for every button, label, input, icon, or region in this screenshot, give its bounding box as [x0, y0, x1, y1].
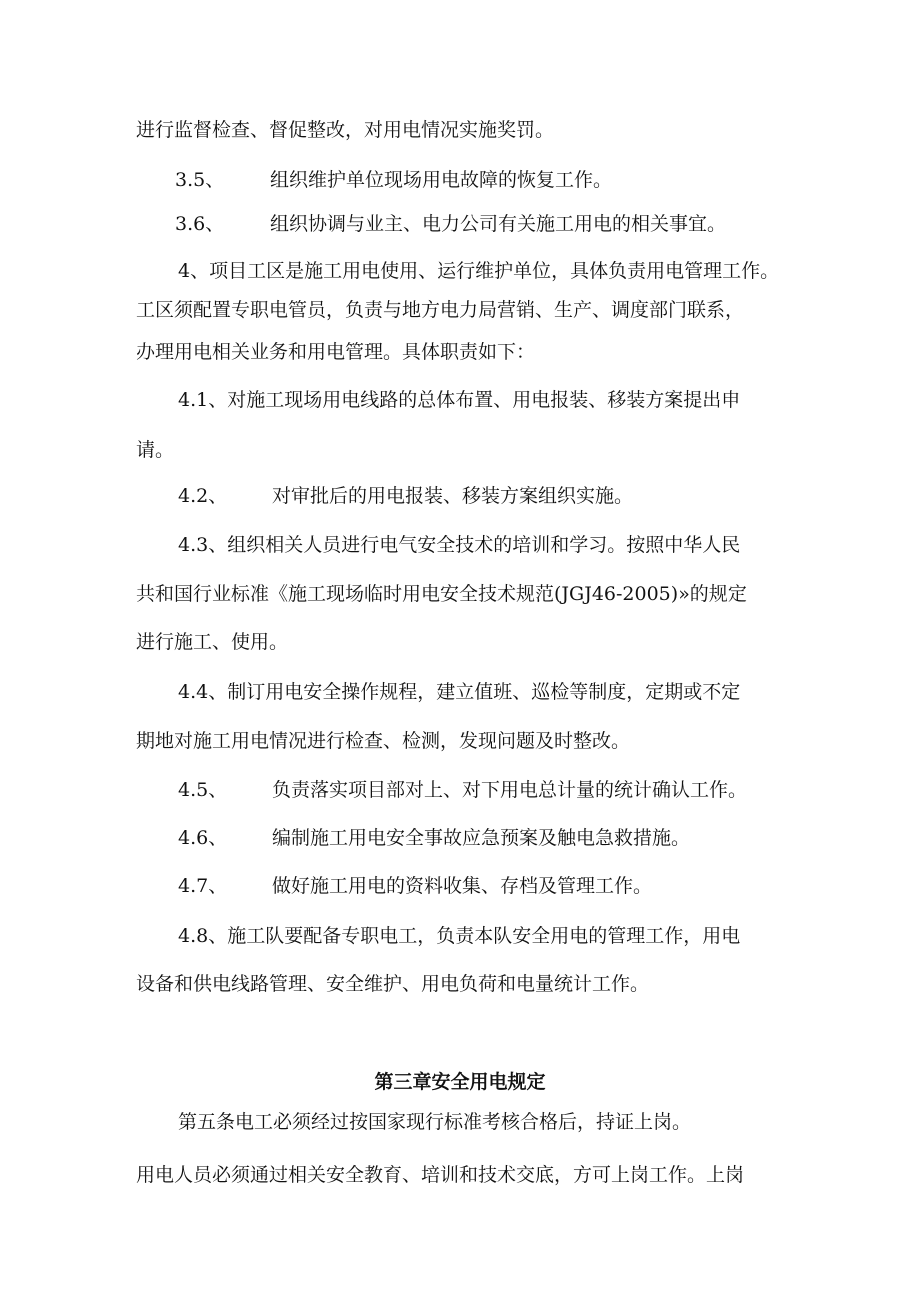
numbered-item-4-5	[0, 778, 920, 802]
text-line	[0, 438, 920, 462]
numbered-item-4-2	[0, 484, 920, 508]
line-text: 设备和供电线路管理、安全维护、用电负荷和电量统计工作。	[136, 973, 650, 995]
line-text: 4.1、对施工现场用电线路的总体布置、用电报装、移装方案提出申	[178, 389, 741, 411]
text-line	[0, 388, 920, 412]
text-line	[0, 1110, 920, 1134]
line-text: 请。	[136, 439, 175, 461]
text-line	[0, 118, 920, 142]
item-number: 4.7、	[178, 875, 228, 897]
line-text: 4.3、组织相关人员进行电气安全技术的培训和学习。按照中华人民	[178, 534, 741, 556]
line-text: 4.4、制订用电安全操作规程，建立值班、巡检等制度，定期或不定	[178, 681, 741, 703]
line-text: 用电人员必须通过相关安全教育、培训和技术交底，方可上岗工作。上岗	[136, 1164, 745, 1186]
text-line	[0, 630, 920, 654]
text-line	[0, 1163, 920, 1187]
text-line	[0, 582, 920, 606]
item-number: 4.6、	[178, 827, 228, 849]
item-number: 3.6、	[175, 213, 225, 235]
line-text: 期地对施工用电情况进行检查、检测，发现问题及时整改。	[136, 730, 631, 752]
text-line	[0, 533, 920, 557]
line-text: 共和国行业标准《施工现场临时用电安全技术规范(JGJ46-2005)»的规定	[136, 583, 747, 605]
numbered-item-3-6	[0, 212, 920, 236]
chapter-heading: 第三章安全用电规定	[374, 1071, 546, 1093]
line-text: 第五条电工必须经过按国家现行标准考核合格后，持证上岗。	[178, 1111, 692, 1133]
item-text: 做好施工用电的资料收集、存档及管理工作。	[272, 875, 653, 897]
line-text: 办理用电相关业务和用电管理。具体职责如下：	[136, 341, 536, 363]
item-number: 4.2、	[178, 485, 228, 507]
item-number: 3.5、	[175, 169, 225, 191]
text-line	[0, 340, 920, 364]
numbered-item-4-7	[0, 874, 920, 898]
line-text: 进行施工、使用。	[136, 631, 289, 653]
item-text: 编制施工用电安全事故应急预案及触电急救措施。	[272, 827, 691, 849]
line-text: 4.8、施工队要配备专职电工，负责本队安全用电的管理工作，用电	[178, 925, 741, 947]
line-text: 工区须配置专职电管员，负责与地方电力局营销、生产、调度部门联系，	[136, 299, 745, 321]
item-text: 组织协调与业主、电力公司有关施工用电的相关事宜。	[270, 213, 727, 235]
line-text: 进行监督检查、督促整改，对用电情况实施奖罚。	[136, 119, 555, 141]
text-line	[0, 729, 920, 753]
text-line	[0, 298, 920, 322]
item-text: 组织维护单位现场用电故障的恢复工作。	[270, 169, 613, 191]
item-number: 4.5、	[178, 779, 228, 801]
text-line	[0, 924, 920, 948]
numbered-item-4-6	[0, 826, 920, 850]
text-line	[0, 259, 920, 283]
numbered-item-3-5	[0, 168, 920, 192]
line-text: 4、项目工区是施工用电使用、运行维护单位，具体负责用电管理工作。	[178, 260, 780, 282]
text-line	[0, 972, 920, 996]
text-line	[0, 680, 920, 704]
item-text: 对审批后的用电报装、移装方案组织实施。	[272, 485, 634, 507]
item-text: 负责落实项目部对上、对下用电总计量的统计确认工作。	[272, 779, 748, 801]
